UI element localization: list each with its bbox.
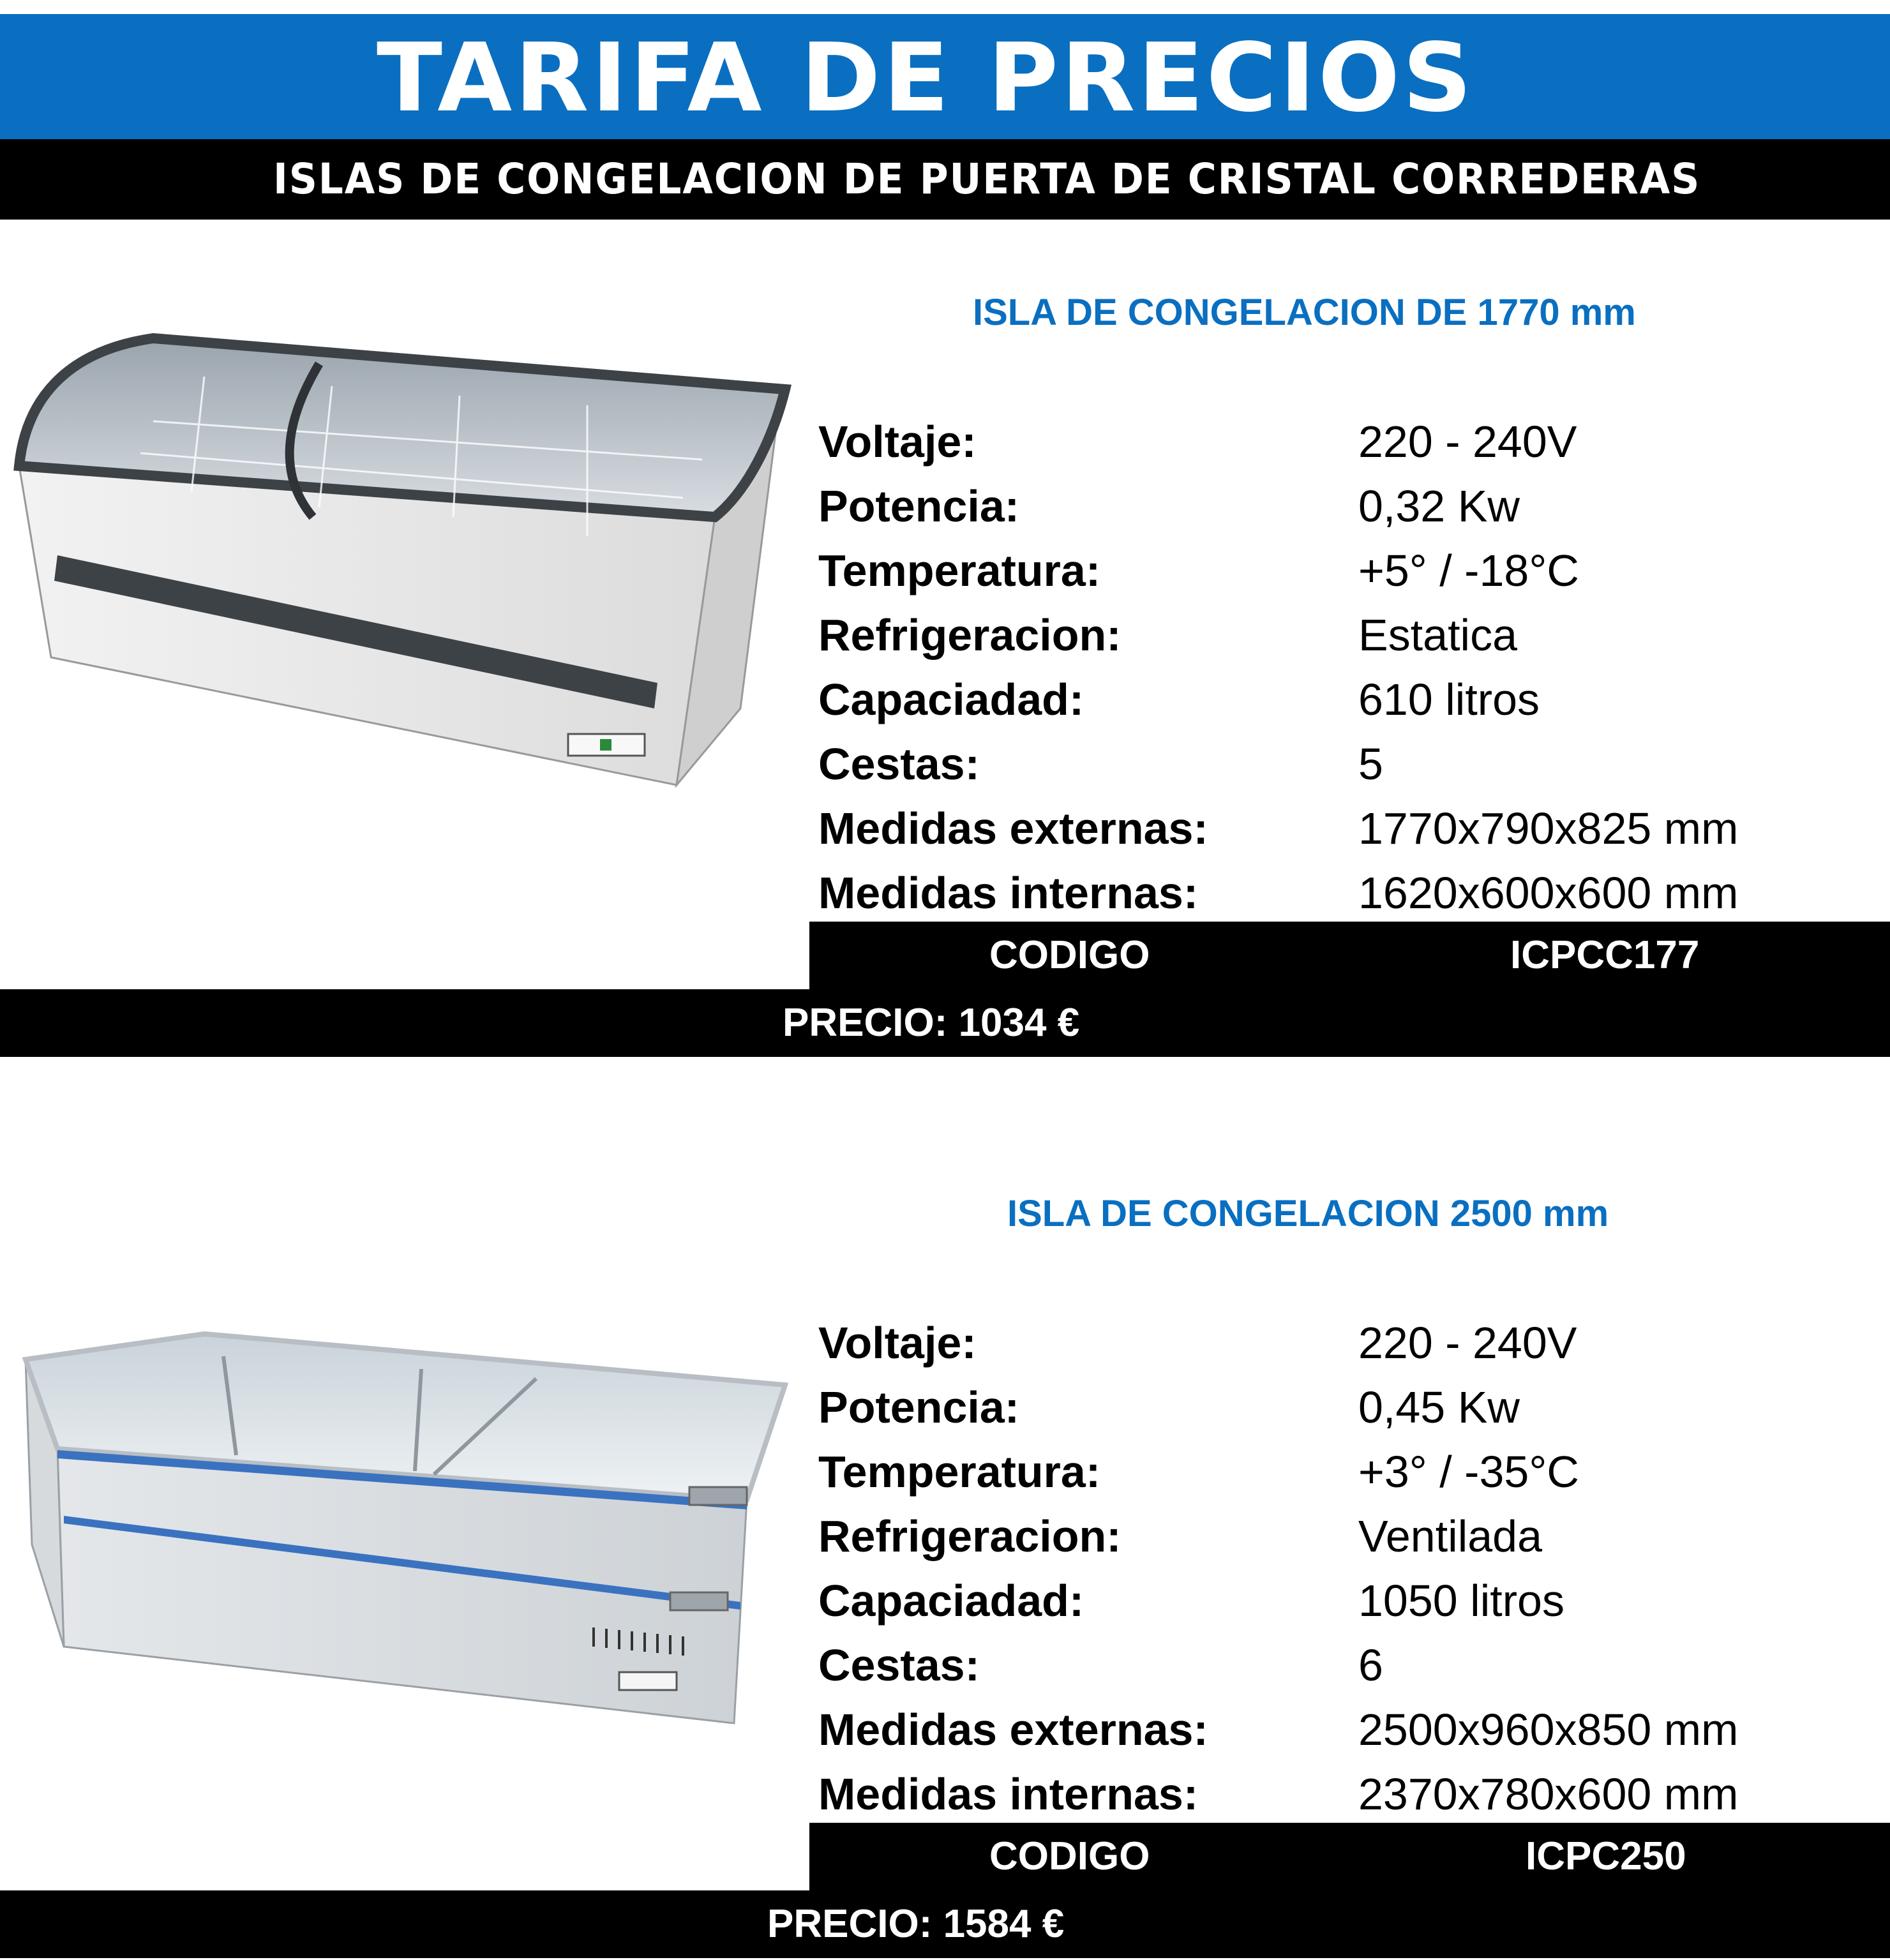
- spec-label: Temperatura:: [818, 546, 1101, 595]
- spec-label: Refrigeracion:: [818, 1511, 1121, 1561]
- spec-label: Capaciadad:: [818, 1576, 1084, 1626]
- spec-label: Cestas:: [818, 739, 980, 789]
- page-title: TARIFA DE PRECIOS: [377, 23, 1475, 133]
- spec-value: 220 - 240V: [1358, 417, 1577, 467]
- spec-label: Potencia:: [818, 481, 1020, 531]
- freezer-flat-glass-image: [13, 1302, 798, 1749]
- spec-value: 1620x600x600 mm: [1358, 868, 1739, 918]
- spec-value: 2500x960x850 mm: [1358, 1705, 1739, 1754]
- code-band: [809, 922, 1890, 989]
- spec-label: Voltaje:: [818, 1318, 977, 1368]
- code-band: [809, 1823, 1890, 1890]
- spec-label: Medidas internas:: [818, 1769, 1199, 1819]
- spec-row: [818, 416, 977, 467]
- spec-label: Medidas externas:: [818, 1705, 1208, 1754]
- spec-value: 6: [1358, 1640, 1383, 1690]
- product-title: ISLA DE CONGELACION DE 1770 mm: [973, 292, 1636, 333]
- product-code: ICPC250: [1526, 1834, 1686, 1878]
- spec-label: Medidas internas:: [818, 868, 1199, 918]
- title-band: [0, 14, 1890, 139]
- spec-value: 1050 litros: [1358, 1576, 1564, 1626]
- spec-label: Medidas externas:: [818, 804, 1208, 853]
- page-subtitle: ISLAS DE CONGELACION DE PUERTA DE CRISTAL CORREDERAS: [273, 154, 1701, 204]
- spec-value: +3° / -35°C: [1358, 1447, 1579, 1497]
- spec-value: +5° / -18°C: [1358, 546, 1579, 595]
- spec-value: 610 litros: [1358, 675, 1540, 724]
- subtitle-band: [0, 139, 1890, 220]
- spec-value: Ventilada: [1358, 1511, 1543, 1561]
- spec-value: 5: [1358, 739, 1383, 789]
- product-code: ICPCC177: [1510, 933, 1700, 977]
- spec-label: Potencia:: [818, 1382, 1020, 1432]
- freezer-curved-glass-image: [13, 325, 798, 849]
- spec-value: Estatica: [1358, 610, 1517, 660]
- spec-label: Refrigeracion:: [818, 610, 1121, 660]
- spec-value: 0,45 Kw: [1358, 1382, 1520, 1432]
- product-title: ISLA DE CONGELACION 2500 mm: [1007, 1193, 1609, 1234]
- product-price: PRECIO: 1034 €: [783, 1001, 1080, 1045]
- spec-value: 2370x780x600 mm: [1358, 1769, 1739, 1819]
- spec-value: 1770x790x825 mm: [1358, 804, 1739, 853]
- spec-value: 220 - 240V: [1358, 1318, 1577, 1368]
- spec-label: Cestas:: [818, 1640, 980, 1690]
- spec-value: 0,32 Kw: [1358, 481, 1520, 531]
- code-label: CODIGO: [989, 1834, 1150, 1878]
- price-band: [0, 989, 1890, 1057]
- spec-label: Voltaje:: [818, 417, 977, 467]
- price-band: [0, 1890, 1890, 1958]
- spec-label: Temperatura:: [818, 1447, 1101, 1497]
- product-price: PRECIO: 1584 €: [767, 1902, 1065, 1946]
- code-label: CODIGO: [989, 933, 1150, 977]
- spec-label: Capaciadad:: [818, 675, 1084, 724]
